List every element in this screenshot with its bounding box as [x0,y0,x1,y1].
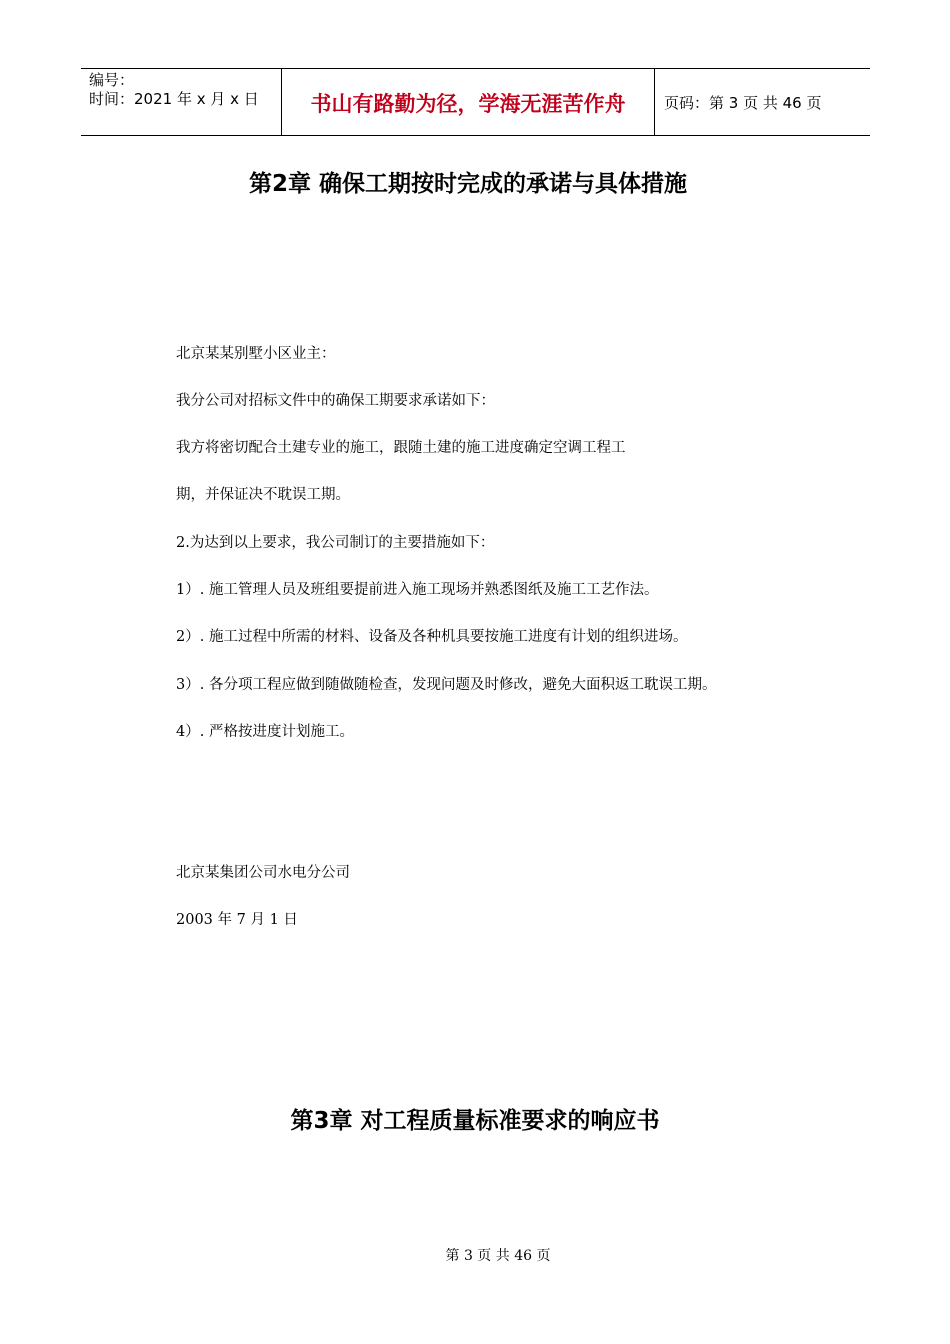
measure-item: 1）. 施工管理人员及班组要提前进入施工现场并熟悉图纸及施工工艺作法。 [176,582,659,598]
document-number-label: 编号： [89,71,135,89]
measure-item: 3）. 各分项工程应做到随做随检查，发现问题及时修改，避免大面积返工耽误工期。 [176,677,717,693]
letter-paragraph: 我分公司对招标文件中的确保工期要求承诺如下： [176,393,495,409]
header-motto: 书山有路勤为径，学海无涯苦作舟 [310,91,626,116]
chapter-2-title: 第2章 确保工期按时完成的承诺与具体措施 [248,171,687,197]
letter-date: 2003 年 7 月 1 日 [176,912,298,928]
header-page-count: 页码：第 3 页 共 46 页 [664,94,822,112]
letter-signature: 北京某集团公司水电分公司 [176,865,350,881]
letter-paragraph: 期，并保证决不耽误工期。 [176,487,350,503]
measure-item: 4）. 严格按进度计划施工。 [176,724,354,740]
document-date-label: 时间：2021 年 x 月 x 日 [89,90,259,108]
measure-item: 2）. 施工过程中所需的材料、设备及各种机具要按施工进度有计划的组织进场。 [176,629,688,645]
header-cell-pages [655,69,870,135]
letter-paragraph: 2.为达到以上要求，我公司制订的主要措施如下： [176,535,495,551]
letter-paragraph: 我方将密切配合土建专业的施工，跟随土建的施工进度确定空调工程工 [176,440,626,456]
chapter-3-title: 第3章 对工程质量标准要求的响应书 [290,1108,660,1134]
header-cell-motto [282,69,655,135]
header-table [81,68,870,136]
letter-salutation: 北京某某别墅小区业主： [176,346,336,362]
page-footer: 第 3 页 共 46 页 [445,1248,551,1264]
header-cell-info [81,69,282,135]
